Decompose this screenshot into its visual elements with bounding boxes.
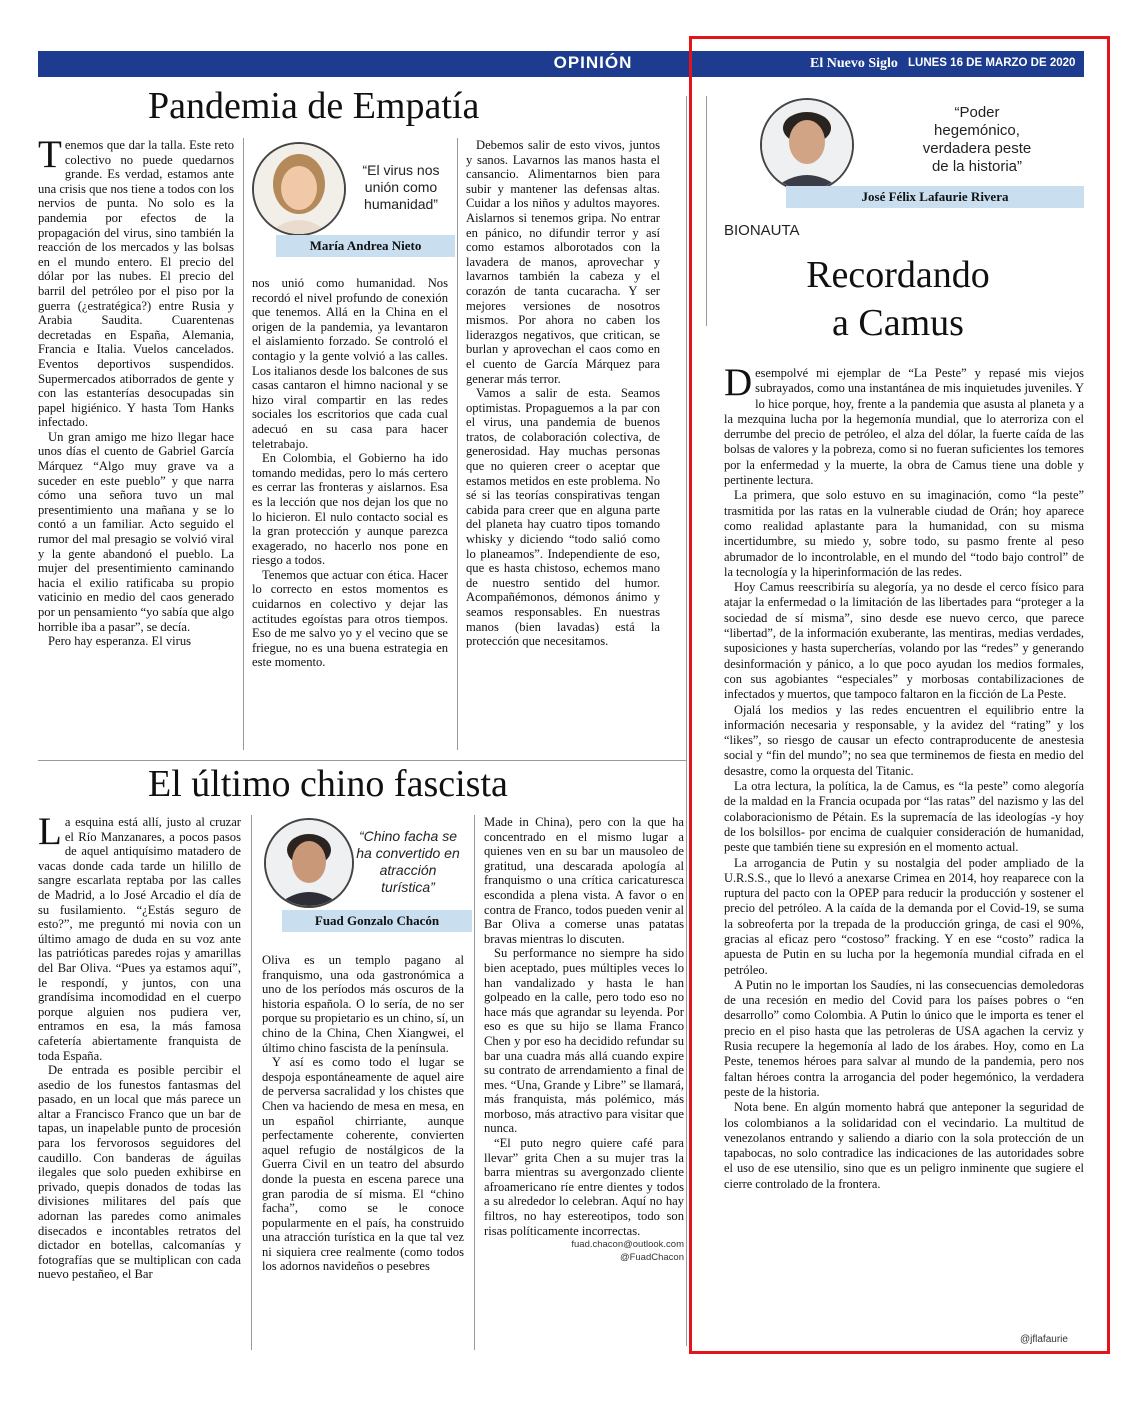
author-name: Fuad Gonzalo Chacón — [282, 910, 472, 932]
author-handle: @jflafaurie — [1020, 1334, 1068, 1345]
divider — [686, 96, 687, 1346]
paragraph: nos unió como humanidad. Nos recordó el nivel profundo de conexión que tenemos. Allá en la China en el origen de la pandemia, ya levantaron el aislamiento forzado. Se controló el contagio y la gente volvió a las calles. Los italianos desde los balcones de sus casas cantaron el himno nacional y se hizo viral compartir en las redes sociales los escritorios que cada cual adecuó en su casa para hacer teletrabajo. — [252, 276, 448, 451]
pull-quote: “Poder hegemónico, verdadera peste de la historia” — [922, 104, 1032, 175]
divider — [251, 815, 252, 1350]
paragraph: De entrada es posible percibir el asedio de los funestos fantasmas del pasado, en un local que más parece un altar a Francisco Franco que un bar de tapas, un inapelable punto de procesión para los fervorosos seguidores del caudillo. Con banderas de águilas ilegales que solo pueden exhibirse en privado, quepis donados de todas las divisiones militares del país que adornan las paredes como animales disecados e incontables retratos del dictador en botellas, calcomanías y fotografías que se multiplican con cada nuevo pestañeo, el Bar — [38, 1063, 241, 1282]
pull-quote: “Chino facha se ha convertido en atracción turística” — [356, 828, 460, 895]
paragraph: Y así es como todo el lugar se despoja espontáneamente de aquel aire de perversa sacralidad y los chistes que Chen va haciendo de mesa en mesa, en un español chirriante, aunque perfectamente coherente, convierten aquel refugio de nostálgicos de la Guerra Civil en un teatro del absurdo donde la puesta en escena parece una gran parodia de sí misma. El “chino facha”, como se le conoce popularmente en el país, ha construido una atracción turística en la que tal vez ni siquiera cree realmente (como todos los adornos navideños o pesebres — [262, 1055, 464, 1274]
paragraph: A Putin no le importan los Saudíes, ni las consecuencias demoledoras de una recesión en medio del Covid para los países pobres o “en desarrollo” como Colombia. A Putin lo único que le importa es tener el precio en el piso hasta que las petroleras de USA agachen la cerviz y Rusia recupere la hegemonía al lado de los árabes. Hoy, como en La Peste, tenemos héroes para salvar al mundo de la pandemia, pero nos faltan héroes contra la arrogancia del poder hegemónico, la verdadera peste de la historia. — [724, 977, 1084, 1099]
column-kicker: BIONAUTA — [724, 222, 800, 239]
paragraph: Vamos a salir de esta. Seamos optimistas. Propaguemos a la par con el virus, una pandemia de buenos tratos, de colaboración colectiva, de generosidad. Hay muchas personas que no quieren creer o aceptar que estamos metidos en este problema. No sé si las teorías conspirativas tengan cabida para creer que en alguna parte del planeta hay cuatro tipos tomando whisky y diciendo “todo salió como lo planeamos”. Independiente de eso, que es hasta chistoso, echemos mano de nuestro sentido del humor. Acompañémonos, démonos ánimo y seamos responsables. En nuestras manos (bien lavadas) está la protección que necesitamos. — [466, 386, 660, 649]
article1-title: Pandemia de Empatía — [148, 85, 480, 127]
paragraph: Su performance no siempre ha sido bien aceptado, pues múltiples veces lo han vandalizado y hasta le han golpeado en la calle, pero todo eso no hace más que agrandar su leyenda. Por eso es que su hijo se llama Franco Chen y por eso ha decidido refundar su bar una cuadra más allá cuando expire su contrato de arrendamiento a final de mes. “Una, Grande y Libre” se llamará, más franquista, más polémico, más morboso, más atractivo para visitar que nunca. — [484, 946, 684, 1136]
paragraph: La esquina está allí, justo al cruzar el Río Manzanares, a pocos pasos de aquel antiquísimo matadero de vacas donde cada tarde un hilillo de sangre escarlata reptaba por las calles de Madrid, a lo José Arcadio el día de su fusilamiento. “¿Estás seguro de esto?”, me preguntó mi novia con un último amago de duda en su voz ante las patrióticas paredes rojas y amarillas del Bar Oliva. “Pues ya estamos aquí”, le respondí, y juntos, con una grandísima incomodidad en el cuerpo porque alguien nos pudiera ver, entramos en esa, la más famosa cafetería abiertamente franquista de toda España. — [38, 810, 241, 1063]
article1-column-3 — [466, 138, 660, 649]
paragraph: Tenemos que actuar con ética. Hacer lo correcto en estos momentos es cuidarnos en colectivo y dejar las actitudes egoístas para otros tiempos. Eso de me salvo yo y el vecino que se friegue, no es una buena estrategia en este momento. — [252, 567, 448, 670]
divider — [457, 138, 458, 750]
article3-author-box — [706, 96, 1084, 214]
paragraph: Pero hay esperanza. El virus — [48, 634, 192, 649]
paragraph: Debemos salir de esto vivos, juntos y sanos. Lavarnos las manos hasta el cansancio. Alimentarnos bien para subir y mantener las defensas altas. Cuidar a los niños y adultos mayores. Aislarnos si tenemos gripa. No entrar en pánico, no difundir terror y así como estamos alborotados con la lavadera de manos, aprovechar y lavarnos también la cabeza y el corazón de tanta cucaracha. Y ser mejores versiones de nosotros mismos. Por ahora no caben los liderazgos negativos, que critican, se burlan y aprovechan el caos como en el cuento de García Márquez para generar más terror. — [466, 138, 660, 386]
author-name: José Félix Lafaurie Rivera — [786, 186, 1084, 208]
paragraph: Desempolvé mi ejemplar de “La Peste” y repasé mis viejos subrayados, como una instantánea de mis inquietudes juveniles. Y lo hice porque, hoy, frente a la pandemia que asusta al planeta y a la mezquina lucha por la hegemonía mundial, que lo aterroriza con el derrumbe del precio de petróleo, el alza del dólar, la fuerte caída de las bolsas de valores y la pobreza, como si no fueran suficientes los temores por la enfermedad y la muerte, la obra de Camus tiene una doble y pertinente lectura. — [724, 361, 1084, 488]
article1-column-2 — [252, 276, 448, 670]
divider — [38, 760, 686, 761]
pull-quote: “El virus nos unión como humanidad” — [362, 162, 440, 212]
issue-date: LUNES 16 DE MARZO DE 2020 — [908, 57, 1076, 69]
paragraph: Ojalá los medios y las redes encuentren el equilibrio entre la información necesaria y responsable, y la avidez del “rating” y los “likes”, so riesgo de causar un efecto contraproducente de anestesia social y “fin del mundo”; no sea que terminemos de fiesta en medio del desastre, como la orquesta del Titanic. — [724, 702, 1084, 778]
paragraph: Tenemos que dar la talla. Este reto colectivo no puede quedarnos grande. Es verdad, estamos ante una crisis que nos tiene a todos con los nervios de punta. No solo es la pandemia por efectos de la propagación del virus, sino también la reacción de los mercados y las bolsas en el mundo entero. El precio del dólar por las nubes. El precio del barril del petróleo por el piso por la guerra (¿estratégica?) entre Rusia y Arabia Saudita. Cuarentenas decretadas en España, Alemania, Francia e Italia. Vuelos cancelados. Eventos deportivos suspendidos. Supermercados atiborrados de gente y con las estanterías desocupadas sin papel higiénico. Y hasta Tom Hanks infectado. — [38, 133, 234, 430]
article3-body — [724, 361, 1084, 1192]
divider — [243, 138, 244, 750]
author-photo — [264, 818, 354, 908]
author-photo — [760, 98, 854, 192]
article1-column-1 — [38, 133, 234, 649]
article2-column-1 — [38, 810, 241, 1282]
paragraph: Un gran amigo me hizo llegar hace unos días el cuento de Gabriel García Márquez “Algo muy grave va a suceder en este pueblo” y que narra cómo una señora tuvo un mal presentimiento una mañana y se lo contó a un familiar. Acto seguido el rumor del mal presagio se volvió viral y la gente abandonó el pueblo. La mujer del presentimiento caminando hacia el exilio ratificaba su propio vaticinio en medio del caos generado por un pensamiento “yo sabía que algo horrible iba a pasar”, se decía. — [38, 429, 234, 634]
author-name: María Andrea Nieto — [276, 235, 455, 257]
article2-column-2 — [262, 953, 464, 1274]
paragraph: Made in China), pero con la que ha concentrado en el mismo lugar a quienes ven en su bar un mausoleo de gratitud, una descarada apología al franquismo o una crítica caricaturesca escondida a plena vista. A favor o en contra de Franco, todos pueden venir al Bar Oliva a comerse unas patatas bravas mientras lo discuten. — [484, 815, 684, 946]
article2-title: El último chino fascista — [148, 763, 508, 805]
page-number: 9A — [1093, 53, 1117, 73]
article2-column-3 — [484, 815, 684, 1264]
article2-author-box — [262, 818, 472, 938]
paragraph: Oliva es un templo pagano al franquismo, una oda gastronómica a uno de los períodos más oscuros de la historia española. O lo sería, de no ser porque su propietario es un chino, sí, un chino de la China, Chen Xiangwei, el último chino fascista de la península. — [262, 953, 464, 1055]
divider — [706, 96, 707, 326]
author-email: fuad.chacon@outlook.com — [571, 1239, 684, 1251]
section-title: OPINIÓN — [553, 53, 633, 72]
paragraph: Nota bene. En algún momento habrá que anteponer la seguridad de los colombianos a la solidaridad con el vecindario. La multitud de venezolanos entrando y saliendo a diario con la sola protección de un tapabocas, no solo contradice las indicaciones de las autoridades sobre el uso de ese utensilio, sino que es un peligro inminente que sugiere el cierre controlado de la frontera. — [724, 1100, 1084, 1191]
paragraph: “El puto negro quiere café para llevar” grita Chen a su mujer tras la barra mientras su avergonzado cliente afroamericano ríe entre dientes y todos a su alrededor lo celebran. Aquí no hay filtros, no hay estereotipos, todo son risas políticamente incorrectas. — [484, 1136, 684, 1238]
masthead: El Nuevo Siglo — [810, 56, 898, 71]
article3-title-line2: a Camus — [832, 302, 964, 344]
paragraph: Hoy Camus reescribiría su alegoría, ya no desde el cerco físico para atajar la enfermedad o la limitación de las libertades para “proteger a la sociedad de sí misma”, sino desde ese nuevo cerco, que parece “libertad”, de la información exuberante, las mentiras, medias verdades, suposiciones y hasta supercherías, volando por las “redes” y generando desinformación y pánico, a lo que poco ayudan los medios formales, con sus agobiantes “especiales” y morbosas contabilizaciones de infectados y muertos, que tampoco faltaron en la ficción de La Peste. — [724, 580, 1084, 702]
paragraph: La otra lectura, la política, la de Camus, es “la peste” como alegoría de la maldad en la Francia ocupada por “las ratas” del nazismo y las del colaboracionismo de Pétain. Es la supremacía de las ideologías -y hoy de los bolsillos- por encima de cualquier consideración de humanidad, peste que también tiene su expresión en el momento actual. — [724, 779, 1084, 855]
author-handle: @FuadChacon — [619, 1252, 684, 1264]
article3-title-line1: Recordando — [806, 254, 990, 296]
paragraph: En Colombia, el Gobierno ha ido tomando medidas, pero lo más certero es cerrar las fronteras y aislarnos. Esa es la lección que nos dejan los que no lo hicieron. El nulo contacto social es la gran protección y aunque parezca exagerado, no hacerlo nos pone en riesgo a todos. — [252, 451, 448, 568]
divider — [474, 815, 475, 1350]
author-photo — [252, 142, 346, 236]
paragraph: La primera, que solo estuvo en su imaginación, como “la peste” trasmitida por las ratas en la vulnerable ciudad de Orán; hoy aparece como realidad aplastante para la humanidad, con su misma incertidumbre, su miedo y, sobre todo, su pasmo frente al peso abrumador de lo incontrolable, en el mundo del “todo bajo control” de la tecnología y la hiperinformación de las redes. — [724, 488, 1084, 579]
paragraph: La arrogancia de Putin y su nostalgia del poder ampliado de la U.R.S.S., que lo llevó a anexarse Crimea en 2014, hoy reaparece con la ruptura del pacto con la OPEP para reducir la producción y sostener el precio del petróleo. A la caída de la demanda por el Covid-19, se suma la sobreoferta por la trepada de la producción gringa, de casi el 90%, gracias al eficaz pero “costoso” fracking. Y en ese “costo” radica la apuesta de Putin en su lucha por la hegemonía mundial cifrada en el petróleo. — [724, 855, 1084, 977]
article1-author-box — [252, 140, 455, 258]
